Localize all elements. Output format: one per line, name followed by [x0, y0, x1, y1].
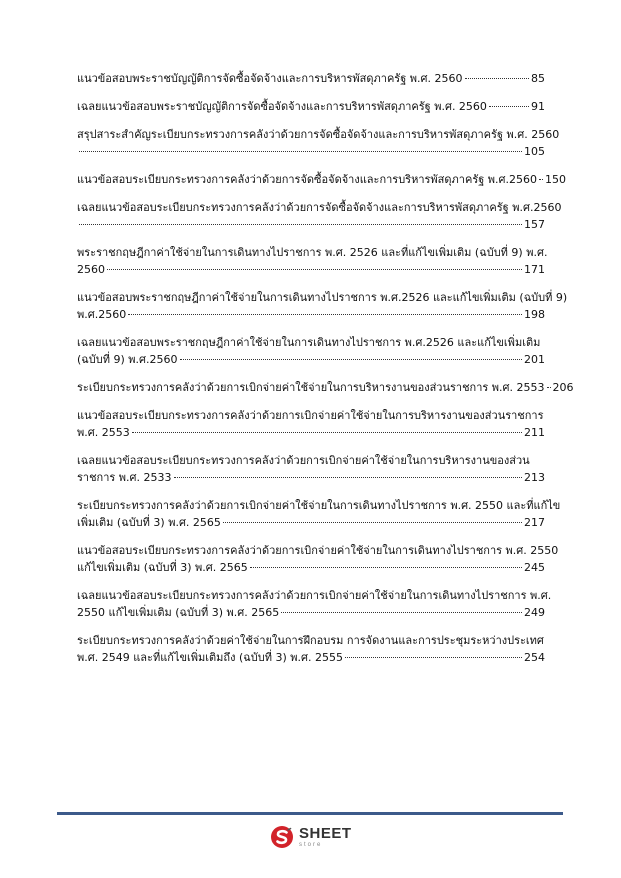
dot-leader [132, 432, 522, 433]
toc-page-number: 198 [524, 308, 545, 321]
toc-page-number: 213 [524, 471, 545, 484]
toc-entry[interactable] [77, 542, 559, 576]
toc-line [77, 514, 545, 531]
toc-entry[interactable] [77, 632, 545, 666]
toc-entry-title: ราชการ พ.ศ. 2533 [77, 471, 172, 484]
toc-entry-title: เฉลยแนวข้อสอบระเบียบกระทรวงการคลังว่าด้วยการเบิกจ่ายค่าใช้จ่ายในการเดินทางไปราชการ พ.ศ. [77, 589, 552, 602]
toc-entry-title: ระเบียบกระทรวงการคลังว่าด้วยการเบิกจ่ายค่าใช้จ่ายในการบริหารงานของส่วนราชการ พ.ศ. 2553 [77, 381, 545, 394]
toc-page-number: 211 [524, 426, 545, 439]
toc-entry-title: พ.ศ. 2549 และที่แก้ไขเพิ่มเติมถึง (ฉบับที่ 3) พ.ศ. 2555 [77, 651, 343, 664]
toc-line [77, 424, 545, 441]
toc-entry[interactable] [77, 98, 545, 115]
toc-page-number: 206 [552, 381, 574, 394]
toc-line [77, 216, 545, 233]
toc-entry-title: เฉลยแนวข้อสอบพระราชกฤษฎีกาค่าใช้จ่ายในการเดินทางไปราชการ พ.ศ.2526 และแก้ไขเพิ่มเติม [77, 336, 541, 349]
footer-rule [57, 812, 563, 815]
toc-entry-title: 2550 แก้ไขเพิ่มเติม (ฉบับที่ 3) พ.ศ. 2565 [77, 606, 280, 619]
dot-leader [79, 224, 522, 225]
toc-page-number: 171 [524, 263, 545, 276]
toc-line [77, 587, 552, 604]
toc-entry[interactable] [77, 171, 567, 188]
toc-entry-title: เฉลยแนวข้อสอบพระราชบัญญัติการจัดซื้อจัดจ้างและการบริหารพัสดุภาครัฐ พ.ศ. 2560 [77, 100, 487, 113]
toc-entry-title: เฉลยแนวข้อสอบระเบียบกระทรวงการคลังว่าด้วยการเบิกจ่ายค่าใช้จ่ายในการบริหารงานของส่วน [77, 454, 530, 467]
toc-line [77, 70, 545, 87]
dot-leader [79, 151, 522, 152]
toc-line [77, 497, 561, 514]
toc-entry[interactable] [77, 452, 545, 486]
toc-line [77, 289, 568, 306]
toc-page-number: 150 [545, 173, 567, 186]
toc-entry-title: 2560 [77, 263, 105, 276]
dot-leader [223, 522, 522, 523]
toc-line [77, 334, 545, 351]
toc-page-number: 249 [524, 606, 545, 619]
toc-entry-title: ระเบียบกระทรวงการคลังว่าด้วยการเบิกจ่ายค่าใช้จ่ายในการเดินทางไปราชการ พ.ศ. 2550 และที่แก้ไข [77, 499, 561, 512]
toc-page-number: 245 [524, 561, 545, 574]
dot-leader [345, 657, 522, 658]
dot-leader [107, 269, 522, 270]
toc-entry[interactable] [77, 289, 568, 323]
toc-line [77, 604, 545, 621]
dot-leader [547, 387, 551, 388]
toc-page-number: 254 [524, 651, 545, 664]
toc-line [77, 407, 545, 424]
dot-leader [174, 477, 522, 478]
toc-entry-title: เฉลยแนวข้อสอบระเบียบกระทรวงการคลังว่าด้วยการจัดซื้อจัดจ้างและการบริหารพัสดุภาครัฐ พ.ศ.2560 [77, 201, 562, 214]
toc-entry-title: สรุปสาระสำคัญระเบียบกระทรวงการคลังว่าด้วยการจัดซื้อจัดจ้างและการบริหารพัสดุภาครัฐ พ.ศ. 2560 [77, 128, 560, 141]
toc-line [77, 261, 545, 278]
toc-line [77, 632, 545, 649]
toc-entry[interactable] [77, 199, 562, 233]
toc-entry-title: พระราชกฤษฎีกาค่าใช้จ่ายในการเดินทางไปราชการ พ.ศ. 2526 และที่แก้ไขเพิ่มเติม (ฉบับที่ 9) พ.ศ. [77, 246, 548, 259]
sheet-store-logo [270, 823, 352, 851]
table-of-contents [77, 70, 574, 677]
toc-entry-title: พ.ศ.2560 [77, 308, 127, 321]
toc-entry[interactable] [77, 334, 545, 368]
toc-entry-title: เพิ่มเติม (ฉบับที่ 3) พ.ศ. 2565 [77, 516, 221, 529]
toc-line [77, 126, 560, 143]
toc-entry-title: แนวข้อสอบพระราชกฤษฎีกาค่าใช้จ่ายในการเดินทางไปราชการ พ.ศ.2526 และแก้ไขเพิ่มเติม (ฉบับที่ 9) [77, 291, 568, 304]
toc-line [77, 542, 559, 559]
toc-line [77, 559, 545, 576]
toc-entry[interactable] [77, 587, 552, 621]
toc-entry[interactable] [77, 70, 545, 87]
dot-leader [128, 314, 522, 315]
dot-leader [539, 179, 543, 180]
dot-leader [281, 612, 522, 613]
toc-entry-title: (ฉบับที่ 9) พ.ศ.2560 [77, 353, 178, 366]
dot-leader [465, 78, 530, 79]
toc-line [77, 199, 562, 216]
toc-entry-title: แนวข้อสอบระเบียบกระทรวงการคลังว่าด้วยการจัดซื้อจัดจ้างและการบริหารพัสดุภาครัฐ พ.ศ.2560 [77, 173, 538, 186]
toc-entry-title: พ.ศ. 2553 [77, 426, 130, 439]
toc-page-number: 201 [524, 353, 545, 366]
toc-line [77, 649, 545, 666]
toc-page-number: 85 [531, 72, 545, 85]
toc-entry-title: แนวข้อสอบระเบียบกระทรวงการคลังว่าด้วยการเบิกจ่ายค่าใช้จ่ายในการบริหารงานของส่วนราชการ [77, 409, 544, 422]
toc-page-number: 157 [524, 218, 545, 231]
sheet-store-s-logo-icon [270, 825, 294, 849]
toc-entry-title: แนวข้อสอบพระราชบัญญัติการจัดซื้อจัดจ้างและการบริหารพัสดุภาครัฐ พ.ศ. 2560 [77, 72, 463, 85]
dot-leader [489, 106, 529, 107]
toc-line [77, 379, 574, 396]
logo-subtitle: store [299, 842, 323, 848]
toc-entry-title: แก้ไขเพิ่มเติม (ฉบับที่ 3) พ.ศ. 2565 [77, 561, 248, 574]
toc-entry[interactable] [77, 126, 560, 160]
toc-page-number: 91 [531, 100, 545, 113]
toc-entry[interactable] [77, 407, 545, 441]
toc-line [77, 452, 545, 469]
toc-entry[interactable] [77, 497, 561, 531]
logo-wordmark: SHEET [299, 825, 352, 842]
toc-entry-title: ระเบียบกระทรวงการคลังว่าด้วยค่าใช้จ่ายในการฝึกอบรม การจัดงานและการประชุมระหว่างประเทศ [77, 634, 544, 647]
toc-line [77, 98, 545, 115]
toc-entry[interactable] [77, 244, 548, 278]
toc-line [77, 306, 545, 323]
toc-page-number: 217 [524, 516, 545, 529]
toc-entry[interactable] [77, 379, 574, 396]
toc-page-number: 105 [524, 145, 545, 158]
dot-leader [180, 359, 522, 360]
dot-leader [250, 567, 522, 568]
toc-line [77, 143, 545, 160]
toc-line [77, 469, 545, 486]
toc-line [77, 171, 567, 188]
toc-line [77, 351, 545, 368]
toc-line [77, 244, 548, 261]
toc-entry-title: แนวข้อสอบระเบียบกระทรวงการคลังว่าด้วยการเบิกจ่ายค่าใช้จ่ายในการเดินทางไปราชการ พ.ศ. 2550 [77, 544, 559, 557]
